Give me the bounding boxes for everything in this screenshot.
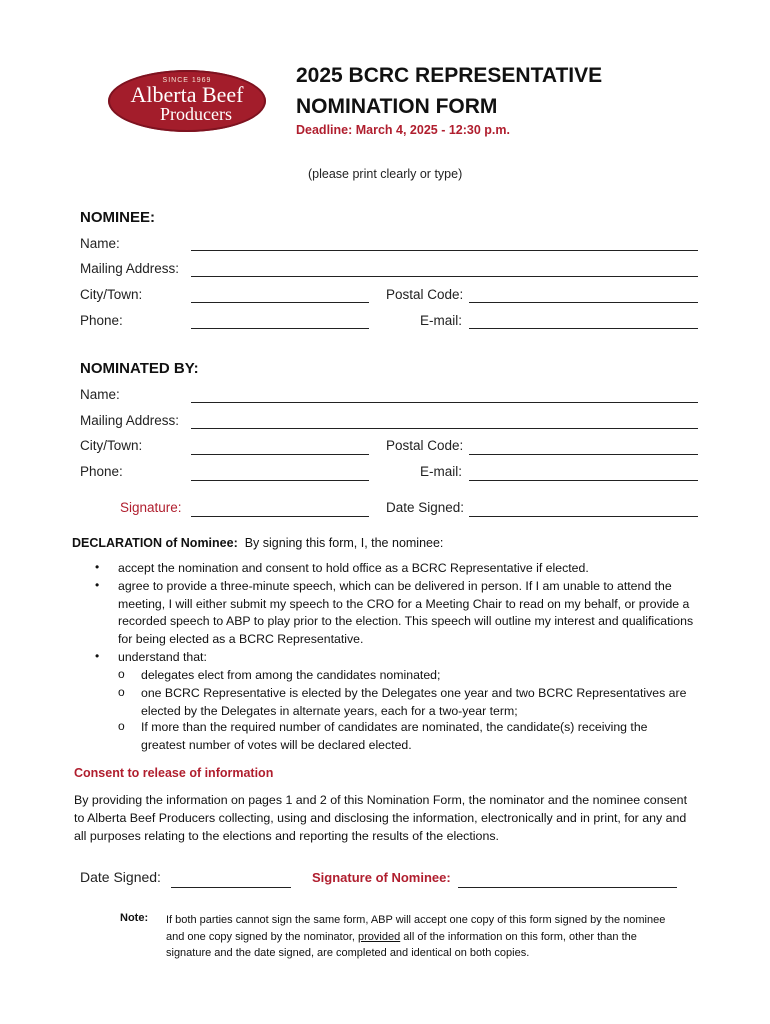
declaration-item-3: understand that: xyxy=(118,650,207,664)
declaration-heading: DECLARATION of Nominee: xyxy=(72,536,238,550)
final-date-field[interactable] xyxy=(171,887,291,888)
sub-bullet-3: o xyxy=(118,719,125,733)
title-line1: 2025 BCRC REPRESENTATIVE xyxy=(296,64,603,87)
consent-heading: Consent to release of information xyxy=(74,766,274,780)
bullet-1: • xyxy=(95,560,100,574)
nominee-city-field[interactable] xyxy=(191,302,369,303)
nominator-postal-field[interactable] xyxy=(469,454,698,455)
final-date-label: Date Signed: xyxy=(80,869,161,885)
declaration-intro xyxy=(72,536,443,550)
nominee-email-label: E-mail: xyxy=(420,313,463,328)
nominator-date-label: Date Signed: xyxy=(386,500,465,515)
nominator-name-label: Name: xyxy=(80,387,120,402)
nominator-city-label: City/Town: xyxy=(80,438,143,453)
sub-bullet-1: o xyxy=(118,667,125,681)
print-note: (please print clearly or type) xyxy=(308,167,463,181)
nominator-name-field[interactable] xyxy=(191,402,698,403)
logo-since: SINCE 1969 xyxy=(162,77,212,84)
nominee-phone-field[interactable] xyxy=(191,328,369,329)
declaration-item-2: agree to provide a three-minute speech, which can be delivered in person. If I am unable to attend the meeting, I will either submit my speech to the CRO for a Meeting Chair to read on my behalf, or provide a recorded speech to ABP to play prior to the election. This speech will outline my interest and qualifications for being elected as a BCRC Representative. xyxy=(118,579,694,647)
nominee-signature-field[interactable] xyxy=(458,887,677,888)
nominator-date-field[interactable] xyxy=(469,516,698,517)
nominator-phone-label: Phone: xyxy=(80,464,123,479)
page-title xyxy=(296,60,602,122)
sub-bullet-2: o xyxy=(118,685,125,699)
logo-line2: Producers xyxy=(160,104,232,124)
declaration-item-1: accept the nomination and consent to hold office as a BCRC Representative if elected. xyxy=(118,561,589,575)
declaration-subitem-2: one BCRC Representative is elected by the Delegates one year and two BCRC Representatives are elected by the Delegates in alternate years, each for a two-year term; xyxy=(141,686,687,718)
nominee-postal-field[interactable] xyxy=(469,302,698,303)
nominator-mailing-label: Mailing Address: xyxy=(80,413,180,428)
declaration-intro-text: By signing this form, I, the nominee: xyxy=(244,536,444,550)
note-text-underlined: provided xyxy=(358,930,401,943)
nominee-signature-label: Signature of Nominee: xyxy=(312,870,451,885)
nominee-postal-label: Postal Code: xyxy=(386,287,464,302)
nominator-postal-label: Postal Code: xyxy=(386,438,464,453)
consent-body: By providing the information on pages 1 and 2 of this Nomination Form, the nominator and the nominee consent to Alberta Beef Producers collecting, using and disclosing the information, electronically and in print, for any and all purposes relating to the elections and reporting the results of the elections. xyxy=(74,793,688,843)
logo-line1: Alberta Beef xyxy=(130,82,244,107)
nominee-name-field[interactable] xyxy=(191,250,698,251)
bullet-3: • xyxy=(95,649,100,663)
nominee-city-label: City/Town: xyxy=(80,287,143,302)
nominee-mailing-label: Mailing Address: xyxy=(80,261,180,276)
nominator-signature-field[interactable] xyxy=(191,516,369,517)
note-text xyxy=(166,912,666,962)
nominator-email-label: E-mail: xyxy=(420,464,463,479)
nominee-email-field[interactable] xyxy=(469,328,698,329)
nominator-mailing-field[interactable] xyxy=(191,428,698,429)
declaration-subitem-3: If more than the required number of candidates are nominated, the candidate(s) receiving the greatest number of votes will be declared elected. xyxy=(141,720,648,752)
title-line2: NOMINATION FORM xyxy=(296,95,498,118)
nominator-city-field[interactable] xyxy=(191,454,369,455)
nominee-heading: NOMINEE: xyxy=(80,209,155,226)
nominee-mailing-field[interactable] xyxy=(191,276,698,277)
declaration-subitem-1: delegates elect from among the candidates nominated; xyxy=(141,668,441,682)
nominee-name-label: Name: xyxy=(80,236,120,251)
alberta-beef-producers-logo xyxy=(108,70,266,132)
nominator-phone-field[interactable] xyxy=(191,480,369,481)
note-text-before: If both parties cannot sign the same form, ABP will accept one copy of this form signed by the nominee and one copy signed by the nominator, xyxy=(166,914,666,943)
note-label: Note: xyxy=(120,912,149,924)
nominated-by-heading: NOMINATED BY: xyxy=(80,360,199,377)
nominee-phone-label: Phone: xyxy=(80,313,123,328)
note-text-after: all of the information on this form, other than the signature and the date signed, are completed and identical on both copies. xyxy=(166,930,637,959)
nominator-email-field[interactable] xyxy=(469,480,698,481)
deadline: Deadline: March 4, 2025 - 12:30 p.m. xyxy=(296,123,510,137)
bullet-2: • xyxy=(95,578,100,592)
nominator-signature-label: Signature: xyxy=(120,500,182,515)
